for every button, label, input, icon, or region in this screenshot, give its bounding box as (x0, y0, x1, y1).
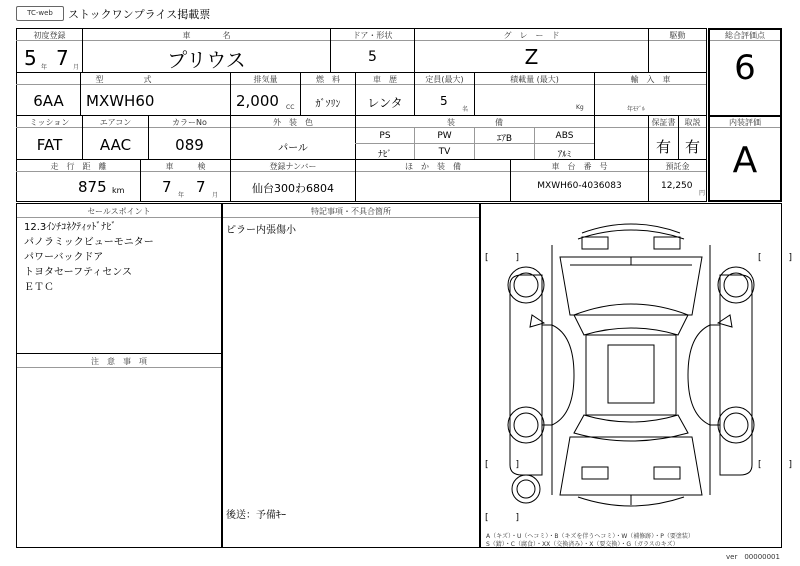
mileage-value: 875 (78, 178, 107, 196)
color-no-value: 089 (175, 136, 204, 154)
notes-label: 注 意 事 項 (91, 357, 147, 366)
deposit-value: 12,250 (661, 181, 693, 191)
door-count: 5 (368, 49, 377, 65)
aircon-label: エアコン (99, 118, 132, 127)
damage-bracket-rear-left: [ ] (485, 460, 520, 470)
first-reg-month: 7 (56, 46, 69, 70)
first-reg-year: 5 (24, 46, 37, 70)
equip-pw: PW (437, 131, 452, 141)
interior-score: A (732, 140, 758, 181)
equipment-label: 装 備 (447, 118, 503, 127)
import-model-year-unit: 年ﾓﾃﾞﾙ (627, 106, 646, 113)
inspection-year: 7 (162, 178, 172, 196)
mileage-label: 走 行 距 離 (50, 162, 107, 171)
car-name: プリウス (167, 48, 246, 72)
inspection-year-unit: 年 (178, 192, 185, 199)
history-label: 車 歴 (373, 75, 397, 84)
warranty-value: 有 (655, 138, 671, 156)
manual-value: 有 (684, 138, 700, 156)
damage-bracket-rear-right: [ ] (758, 460, 793, 470)
equip-navi: ﾅﾋﾞ (378, 150, 392, 160)
exterior-color-value: パール (278, 143, 308, 154)
displacement-label: 排気量 (253, 75, 278, 84)
sales-points-list (24, 220, 154, 295)
legend-line-1: A（キズ）・U（ヘコミ）・B（キズを伴うヘコミ）・W（補修跡）・P（要塗装） (486, 533, 694, 540)
model-label: 型 式 (95, 75, 152, 84)
load-label: 積載量 (最大) (510, 75, 559, 84)
plate-number: 仙台300わ6804 (252, 182, 334, 195)
damage-bracket-front-right: [ ] (758, 253, 793, 263)
month-unit: 月 (73, 64, 80, 71)
capacity-label: 定員(最大) (425, 75, 464, 84)
chassis-label: 車 台 番 号 (551, 162, 608, 171)
form-title: ストックワンプライス掲載票 (68, 8, 211, 21)
year-unit: 年 (41, 64, 48, 71)
equip-ps: PS (379, 131, 391, 141)
history-value: レンタ (367, 96, 403, 110)
version-label: ver 00000001 (726, 553, 780, 561)
displacement-value: 2,000 (236, 92, 279, 110)
car-name-label: 車 名 (182, 31, 231, 40)
equip-airbag: ｴｱB (496, 134, 513, 144)
exterior-color-label: 外 装 色 (273, 118, 313, 127)
import-label: 輸 入 車 (630, 75, 671, 84)
damage-bracket-front-left: [ ] (485, 253, 520, 263)
list-item: パノラミックビューモニター (24, 237, 154, 248)
kg-unit: Kg (576, 104, 584, 111)
model-code: MXWH60 (86, 92, 155, 110)
overall-score: 6 (734, 48, 756, 88)
inspection-month-unit: 月 (212, 192, 219, 199)
capacity-value: 5 (440, 94, 448, 108)
grade-label: グ レ ー ド (503, 31, 560, 40)
equip-tv: TV (438, 147, 451, 157)
special-label: 特記事項・不具合箇所 (311, 207, 391, 216)
legend-line-2: S（錆）・C（腐食）・XX（交換済み）・X（要交換）・G（ガラスのキズ） (486, 541, 679, 548)
doors-label: ドア・形状 (352, 31, 393, 40)
plate-label: 登録ナンバー (269, 162, 317, 171)
list-item: ＥＴＣ (24, 282, 54, 293)
inspection-month: 7 (196, 178, 206, 196)
list-item: パワーバックドア (24, 252, 104, 263)
mission-label: ミッション (29, 118, 70, 127)
other-equipment-label: ほ か 装 備 (405, 162, 461, 171)
list-item: 12.3ｲﾝﾁｺﾈｸﾃｨｯﾄﾞﾅﾋﾞ (24, 222, 117, 233)
manual-label: 取説 (684, 118, 701, 127)
equip-alloy: ｱﾙﾐ (557, 150, 572, 160)
fuel-label: 燃 料 (316, 75, 340, 84)
grade-value: Z (524, 45, 539, 69)
km-unit: km (112, 186, 125, 195)
model-prefix: 6AA (33, 92, 64, 110)
warranty-label: 保証書 (651, 118, 676, 127)
damage-bracket-spare: [ ] (485, 513, 520, 523)
fuel-value: ｶﾞｿﾘﾝ (315, 99, 341, 110)
special-text: ピラー内張傷小 (226, 225, 296, 236)
special-footer: 後送：予備ｷｰ (226, 510, 286, 521)
interior-score-label: 内装評価 (729, 118, 761, 127)
list-item: トヨタセーフティセンス (24, 267, 132, 278)
tc-web-logo: TC-web (16, 6, 64, 21)
special-notes-panel (222, 203, 480, 548)
color-no-label: カラーNo (172, 118, 207, 127)
capacity-unit: 名 (462, 106, 469, 113)
chassis-number: MXWH60-4036083 (537, 181, 622, 191)
overall-score-label: 総合評価点 (725, 31, 765, 40)
yen-unit: 円 (699, 190, 706, 197)
first-reg-label: 初度登録 (33, 31, 66, 40)
cc-unit: CC (286, 104, 295, 111)
deposit-label: 預託金 (665, 162, 690, 171)
inspection-label: 車 検 (165, 162, 206, 171)
mission-value: FAT (36, 136, 63, 154)
car-inspection-diagram-icon (482, 205, 780, 525)
drive-label: 駆動 (669, 31, 686, 40)
aircon-value: AAC (99, 136, 132, 154)
sales-points-label: セールスポイント (87, 207, 151, 216)
equip-abs: ABS (555, 131, 574, 141)
